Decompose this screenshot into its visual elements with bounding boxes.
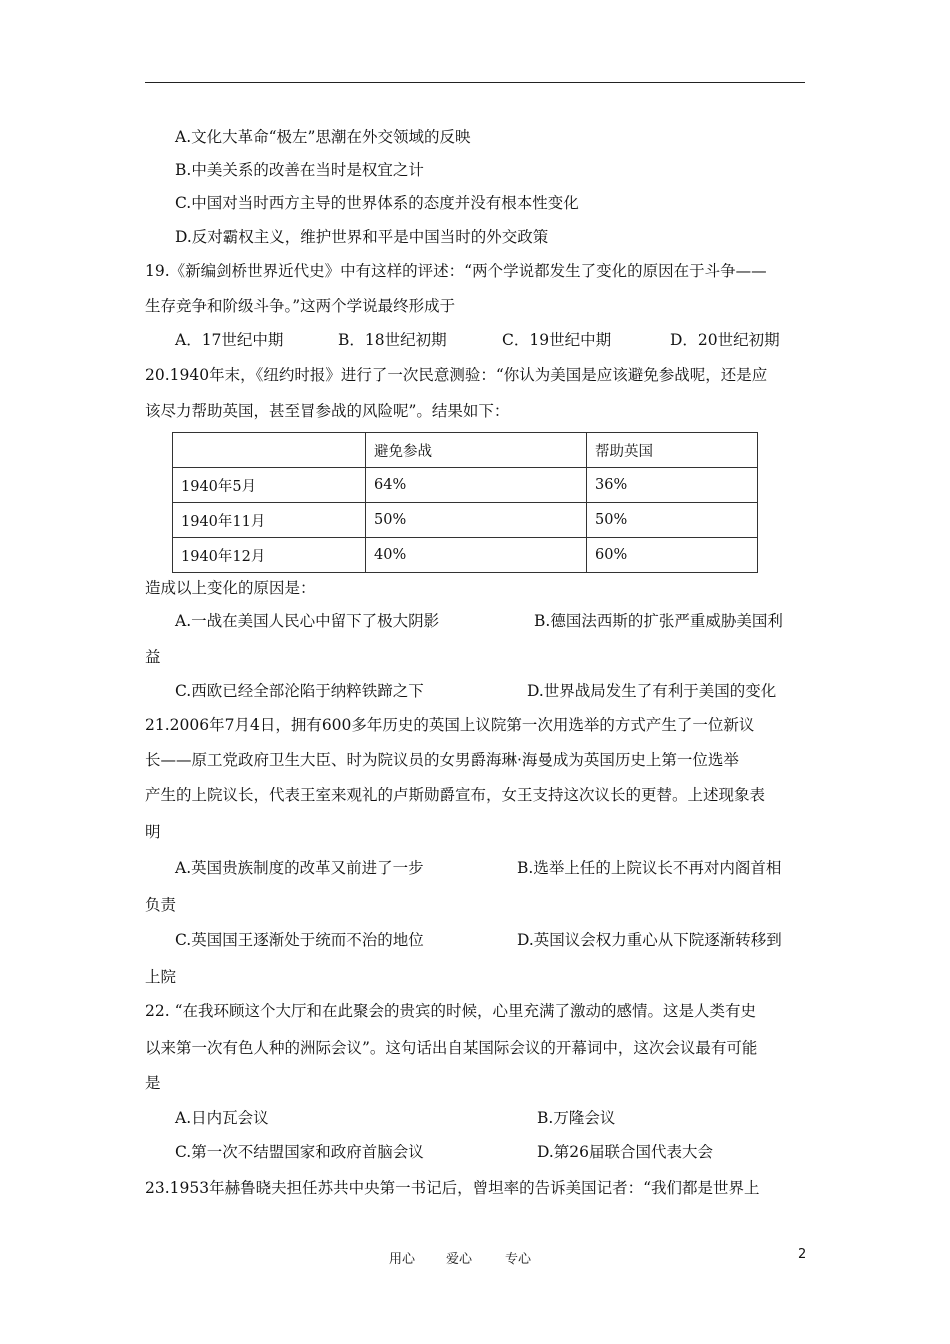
table-header-cell: 帮助英国 bbox=[587, 433, 758, 468]
q21-option-a: A.英国贵族制度的改革又前进了一步 bbox=[175, 859, 424, 877]
table-cell: 1940年11月 bbox=[173, 503, 366, 538]
q20-option-c: C.西欧已经全部沦陷于纳粹铁蹄之下 bbox=[175, 682, 424, 700]
table-cell: 64% bbox=[366, 468, 587, 503]
q18-option-d: D.反对霸权主义，维护世界和平是中国当时的外交政策 bbox=[175, 228, 549, 246]
table-cell: 1940年12月 bbox=[173, 538, 366, 573]
q22-option-d: D.第26届联合国代表大会 bbox=[537, 1143, 714, 1161]
q21-option-c: C.英国国王逐渐处于统而不治的地位 bbox=[175, 931, 424, 949]
q22-stem-line-3: 是 bbox=[145, 1074, 161, 1092]
q21-stem-line-1: 21.2006年7月4日，拥有600多年历史的英国上议院第一次用选举的方式产生了一位新议 bbox=[145, 716, 755, 734]
q19-option-c: C．19世纪中期 bbox=[502, 331, 612, 349]
table-row bbox=[173, 503, 758, 538]
q21-option-d: D.英国议会权力重心从下院逐渐转移到 bbox=[517, 931, 782, 949]
q19-stem-line-2: 生存竞争和阶级斗争。”这两个学说最终形成于 bbox=[145, 297, 456, 315]
q20-stem-line-1: 20.1940年末，《纽约时报》进行了一次民意测验：“你认为美国是应该避免参战呢，还是应 bbox=[145, 366, 768, 384]
page-number: 2 bbox=[798, 1247, 807, 1262]
q22-option-b: B.万隆会议 bbox=[537, 1109, 616, 1127]
q20-option-b-continued: 益 bbox=[145, 648, 161, 666]
q21-option-b-continued: 负责 bbox=[145, 896, 177, 914]
q22-stem-line-1: 22. “在我环顾这个大厅和在此聚会的贵宾的时候，心里充满了激动的感情。这是人类有史 bbox=[145, 1002, 757, 1020]
table-cell: 40% bbox=[366, 538, 587, 573]
q20-stem-line-2: 该尽力帮助英国，甚至冒参战的风险呢”。结果如下： bbox=[145, 402, 510, 420]
q19-option-d: D．20世纪初期 bbox=[670, 331, 780, 349]
q21-option-d-continued: 上院 bbox=[145, 968, 177, 986]
table-row bbox=[173, 468, 758, 503]
q18-option-b: B.中美关系的改善在当时是权宜之计 bbox=[175, 161, 424, 179]
header-rule bbox=[145, 82, 805, 83]
q21-stem-line-3: 产生的上院议长，代表王室来观礼的卢斯勋爵宣布，女王支持这次议长的更替。上述现象表 bbox=[145, 786, 766, 804]
q21-stem-line-2: 长——原工党政府卫生大臣、时为院议员的女男爵海琳·海曼成为英国历史上第一位选举 bbox=[145, 751, 739, 769]
q22-option-a: A.日内瓦会议 bbox=[175, 1109, 269, 1127]
q18-option-a: A.文化大革命“极左”思潮在外交领域的反映 bbox=[175, 128, 471, 146]
q20-option-a: A.一战在美国人民心中留下了极大阴影 bbox=[175, 612, 440, 630]
table-cell: 50% bbox=[587, 503, 758, 538]
table-header-row bbox=[173, 433, 758, 468]
q22-option-c: C.第一次不结盟国家和政府首脑会议 bbox=[175, 1143, 424, 1161]
table-cell: 60% bbox=[587, 538, 758, 573]
table-header-cell: 避免参战 bbox=[366, 433, 587, 468]
poll-table bbox=[172, 432, 758, 573]
q22-stem-line-2: 以来第一次有色人种的洲际会议”。这句话出自某国际会议的开幕词中，这次会议最有可能 bbox=[145, 1039, 758, 1057]
q21-option-b: B.选举上任的上院议长不再对内阁首相 bbox=[517, 859, 782, 877]
q20-option-b: B.德国法西斯的扩张严重威胁美国利 bbox=[534, 612, 783, 630]
footer-word: 用心 bbox=[389, 1252, 416, 1267]
q23-stem-line-1: 23.1953年赫鲁晓夫担任苏共中央第一书记后，曾坦率的告诉美国记者：“我们都是世界上 bbox=[145, 1179, 760, 1197]
footer-word: 爱心 bbox=[446, 1252, 473, 1267]
q19-option-a: A．17世纪中期 bbox=[175, 331, 284, 349]
table-cell: 1940年5月 bbox=[173, 468, 366, 503]
table-header-cell bbox=[173, 433, 366, 468]
footer-word: 专心 bbox=[505, 1252, 532, 1267]
q19-stem-line-1: 19.《新编剑桥世界近代史》中有这样的评述：“两个学说都发生了变化的原因在于斗争—— bbox=[145, 262, 767, 280]
table-cell: 36% bbox=[587, 468, 758, 503]
q21-stem-line-4: 明 bbox=[145, 823, 161, 841]
q18-option-c: C.中国对当时西方主导的世界体系的态度并没有根本性变化 bbox=[175, 194, 579, 212]
table-cell: 50% bbox=[366, 503, 587, 538]
q20-option-d: D.世界战局发生了有利于美国的变化 bbox=[527, 682, 777, 700]
q19-option-b: B．18世纪初期 bbox=[338, 331, 447, 349]
table-row bbox=[173, 538, 758, 573]
q20-question: 造成以上变化的原因是： bbox=[145, 579, 316, 597]
